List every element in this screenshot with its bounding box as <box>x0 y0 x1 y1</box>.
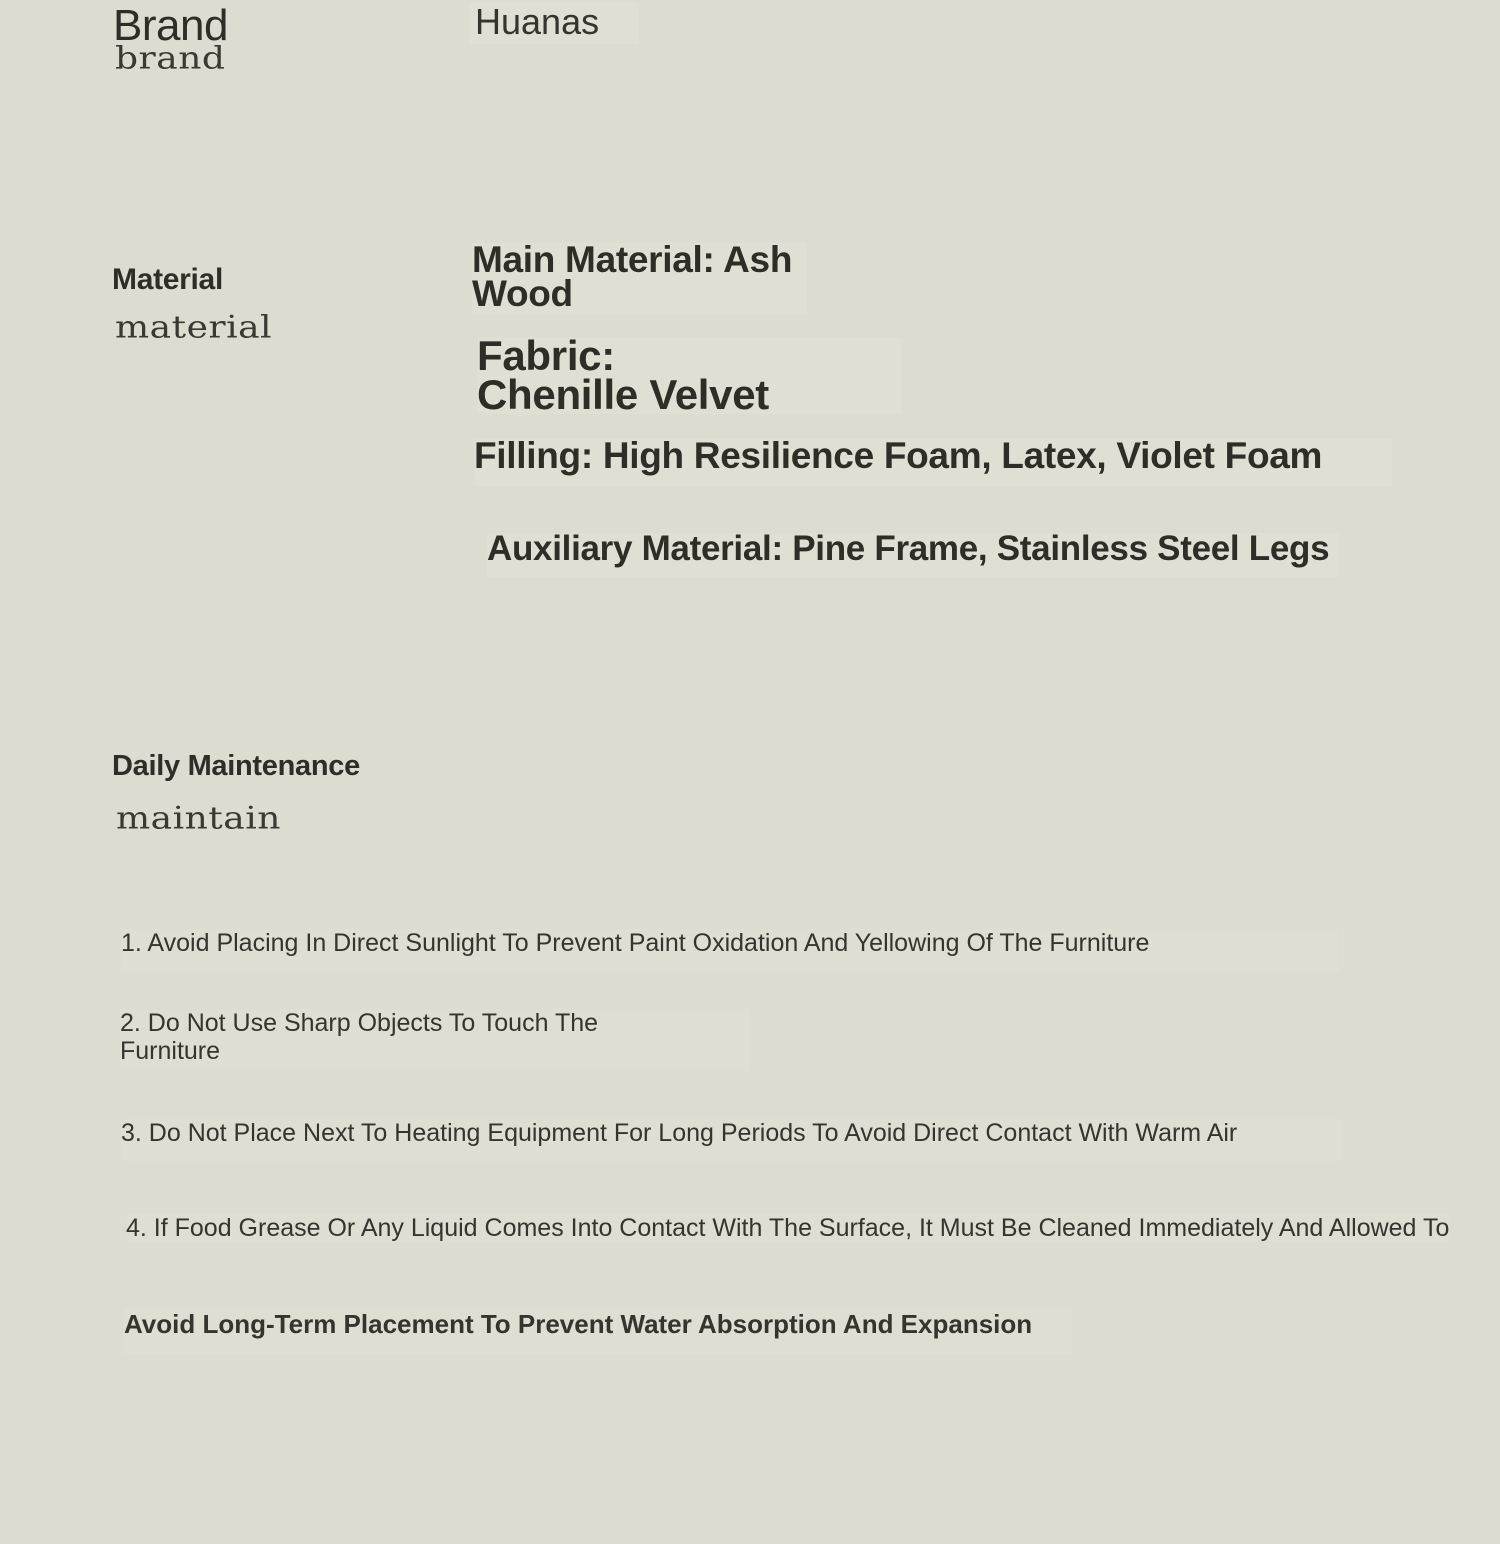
maintenance-item-3: 3. Do Not Place Next To Heating Equipment For Long Periods To Avoid Direct Contact With Warm Air <box>121 1119 1342 1161</box>
maintenance-item-1: 1. Avoid Placing In Direct Sunlight To Prevent Paint Oxidation And Yellowing Of The Furniture <box>121 929 1339 971</box>
material-item-fabric: Fabric: Chenille Velvet <box>477 337 902 414</box>
material-item-filling: Filling: High Resilience Foam, Latex, Violet Foam <box>474 439 1392 487</box>
maintenance-item-2: 2. Do Not Use Sharp Objects To Touch The Furniture <box>120 1009 750 1071</box>
material-item-auxiliary: Auxiliary Material: Pine Frame, Stainless Steel Legs <box>487 533 1339 577</box>
brand-value: Huanas <box>469 2 639 44</box>
material-script-label: material <box>115 310 273 346</box>
brand-script-label: brand <box>115 41 226 77</box>
material-item-main: Main Material: Ash Wood <box>472 243 807 315</box>
maintenance-item-4: 4. If Food Grease Or Any Liquid Comes Into Contact With The Surface, It Must Be Cleaned Immediately And Allowed To <box>126 1214 1450 1242</box>
maintenance-script-label: maintain <box>116 801 281 837</box>
maintenance-label: Daily Maintenance <box>112 750 360 782</box>
material-label: Material <box>112 263 223 296</box>
maintenance-item-5: Avoid Long-Term Placement To Prevent Water Absorption And Expansion <box>124 1309 1072 1354</box>
brand-label: Brand <box>113 1 228 50</box>
